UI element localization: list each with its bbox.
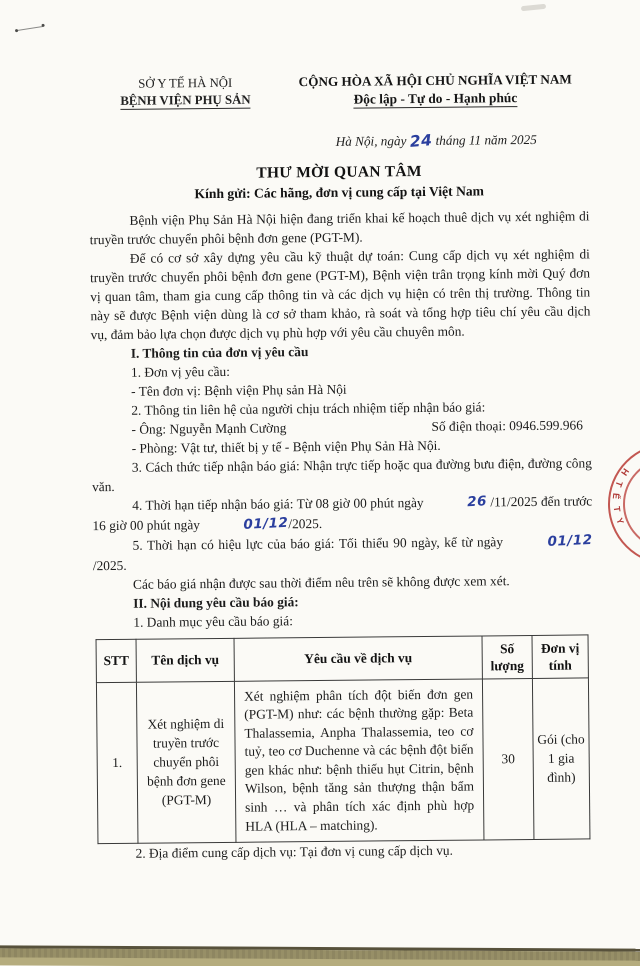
col-header-stt: STT xyxy=(96,639,136,682)
item5-text1: 5. Thời hạn có hiệu lực của báo giá: Tối thiểu 90 ngày, kể từ ngày xyxy=(132,533,504,553)
item4-text2: /11/2025 đến trước 16 giờ 00 phút ngày xyxy=(92,492,593,533)
col-header-unit: Đơn vị tính xyxy=(532,634,588,678)
section1-item5 xyxy=(93,531,593,575)
org-parent-name: SỞ Y TẾ HÀ NỘI xyxy=(138,75,233,91)
item4-text1: 4. Thời hạn tiếp nhận báo giá: Từ 08 giờ 00 phút ngày xyxy=(132,494,424,513)
contact-phone: Số điện thoại: 0946.599.966 xyxy=(431,416,583,434)
cell-quantity: 30 xyxy=(482,678,534,840)
stamp-letter: Ế xyxy=(610,492,622,500)
national-title: CỘNG HÒA XÃ HỘI CHỦ NGHĨA VIỆT NAM xyxy=(298,71,572,90)
section1-item2b: - Phòng: Vật tư, thiết bị y tế - Bệnh viện Phụ Sản Hà Nội. xyxy=(131,437,441,456)
stamp-letter: T xyxy=(613,479,625,489)
section1-item1: 1. Đơn vị yêu cầu: xyxy=(130,363,230,380)
stamp-letter: T xyxy=(611,505,623,513)
section1-item1a: - Tên đơn vị: Bệnh viện Phụ sản Hà Nội xyxy=(131,381,347,399)
paragraph-invitation: Để có cơ sở xây dựng yêu cầu kỹ thuật dự toán: Cung cấp dịch vụ xét nghiệm di truyền trước chuyển phôi bệnh đơn gene (PGT-M), Bệnh viện trân trọng kính mời Quý đơn vị quan tâm, tham gia cung cấp thông tin và các dịch vụ hiện có trên thị trường. Thông tin này sẽ được Bệnh viện dùng là cơ sở tham khảo, rà soát và tổng hợp tiêu chí yêu cầu dịch vụ, đảm bảo lựa chọn được dịch vụ phù hợp với yêu cầu chuyên môn. xyxy=(89,245,591,342)
item4-text3: /2025. xyxy=(288,515,323,531)
cell-service-name: Xét nghiệm di truyền trước chuyển phôi bệnh đơn gene (PGT-M) xyxy=(136,681,236,844)
letterhead xyxy=(88,71,588,110)
table-row xyxy=(96,677,590,843)
document-title: THƯ MỜI QUAN TÂM xyxy=(256,162,422,182)
handwritten-date-0112-a: 01/12 xyxy=(242,514,289,533)
document-recipient: Kính gửi: Các hãng, đơn vị cung cấp tại Việt Nam xyxy=(194,182,485,201)
org-name: BỆNH VIỆN PHỤ SẢN xyxy=(120,92,251,108)
cell-requirements: Xét nghiệm phân tích đột biến đơn gen (PGT-M) như: các bệnh thường gặp: Beta Thalassemia, Anpha Thalassemia, teo cơ tuỷ, teo cơ Duchenne và các bệnh đột biến gen khác như: bệnh thiếu hụt Citrin, bệnh Wilson, bệnh tăng sản thượng thận bẩm sinh … và phân tích xác định phù hợp HLA (HLA – matching). xyxy=(234,678,484,842)
cell-stt: 1. xyxy=(96,682,138,844)
date-prefix: Hà Nội, ngày xyxy=(335,132,407,149)
handwritten-date-26: 26 xyxy=(466,492,488,510)
national-header-block xyxy=(282,71,588,108)
section2-heading: II. Nội dung yêu cầu báo giá: xyxy=(133,593,299,611)
section1-item2: 2. Thông tin liên hệ của người chịu trách nhiệm tiếp nhận báo giá: xyxy=(131,398,486,418)
col-header-service-name: Tên dịch vụ xyxy=(136,638,234,682)
issuing-org-block xyxy=(88,74,282,109)
stamp-letter: Y xyxy=(614,516,626,526)
date-line xyxy=(89,129,589,152)
handwritten-date-0112-b: 01/12 xyxy=(547,531,593,550)
paragraph-intro: Bệnh viện Phụ Sản Hà Nội hiện đang triển khai kế hoạch thuê dịch vụ xét nghiệm di truyền trước chuyển phôi bệnh đơn gene (PGT-M). xyxy=(89,207,590,247)
date-suffix: tháng 11 năm 2025 xyxy=(435,131,537,148)
quotation-table xyxy=(96,634,591,844)
section1-item3: 3. Cách thức tiếp nhận báo giá: Nhận trực tiếp hoặc qua đường bưu điện, đường công văn. xyxy=(91,454,592,494)
stamp-letter: H xyxy=(619,466,631,478)
item5-text2: /2025. xyxy=(92,557,127,573)
section1-deadline-note: Các báo giá nhận được sau thời điểm nêu trên sẽ không được xem xét. xyxy=(132,572,510,592)
contact-name: - Ông: Nguyễn Mạnh Cường xyxy=(131,419,287,437)
table-header-row xyxy=(96,634,588,682)
section1-item4 xyxy=(92,491,592,536)
cell-unit: Gói (cho 1 gia đình) xyxy=(532,677,590,839)
col-header-requirements: Yêu cầu về dịch vụ xyxy=(234,635,482,680)
national-motto: Độc lập - Tự do - Hạnh phúc xyxy=(353,89,518,107)
section2-list-label: 1. Danh mục yêu cầu báo giá: xyxy=(133,612,293,630)
location-note: 2. Địa điểm cung cấp dịch vụ: Tại đơn vị cung cấp dịch vụ. xyxy=(135,842,453,862)
section1-heading: I. Thông tin của đơn vị yêu cầu xyxy=(130,343,309,361)
col-header-quantity: Số lượng xyxy=(482,635,532,678)
handwritten-day: 24 xyxy=(409,130,434,151)
